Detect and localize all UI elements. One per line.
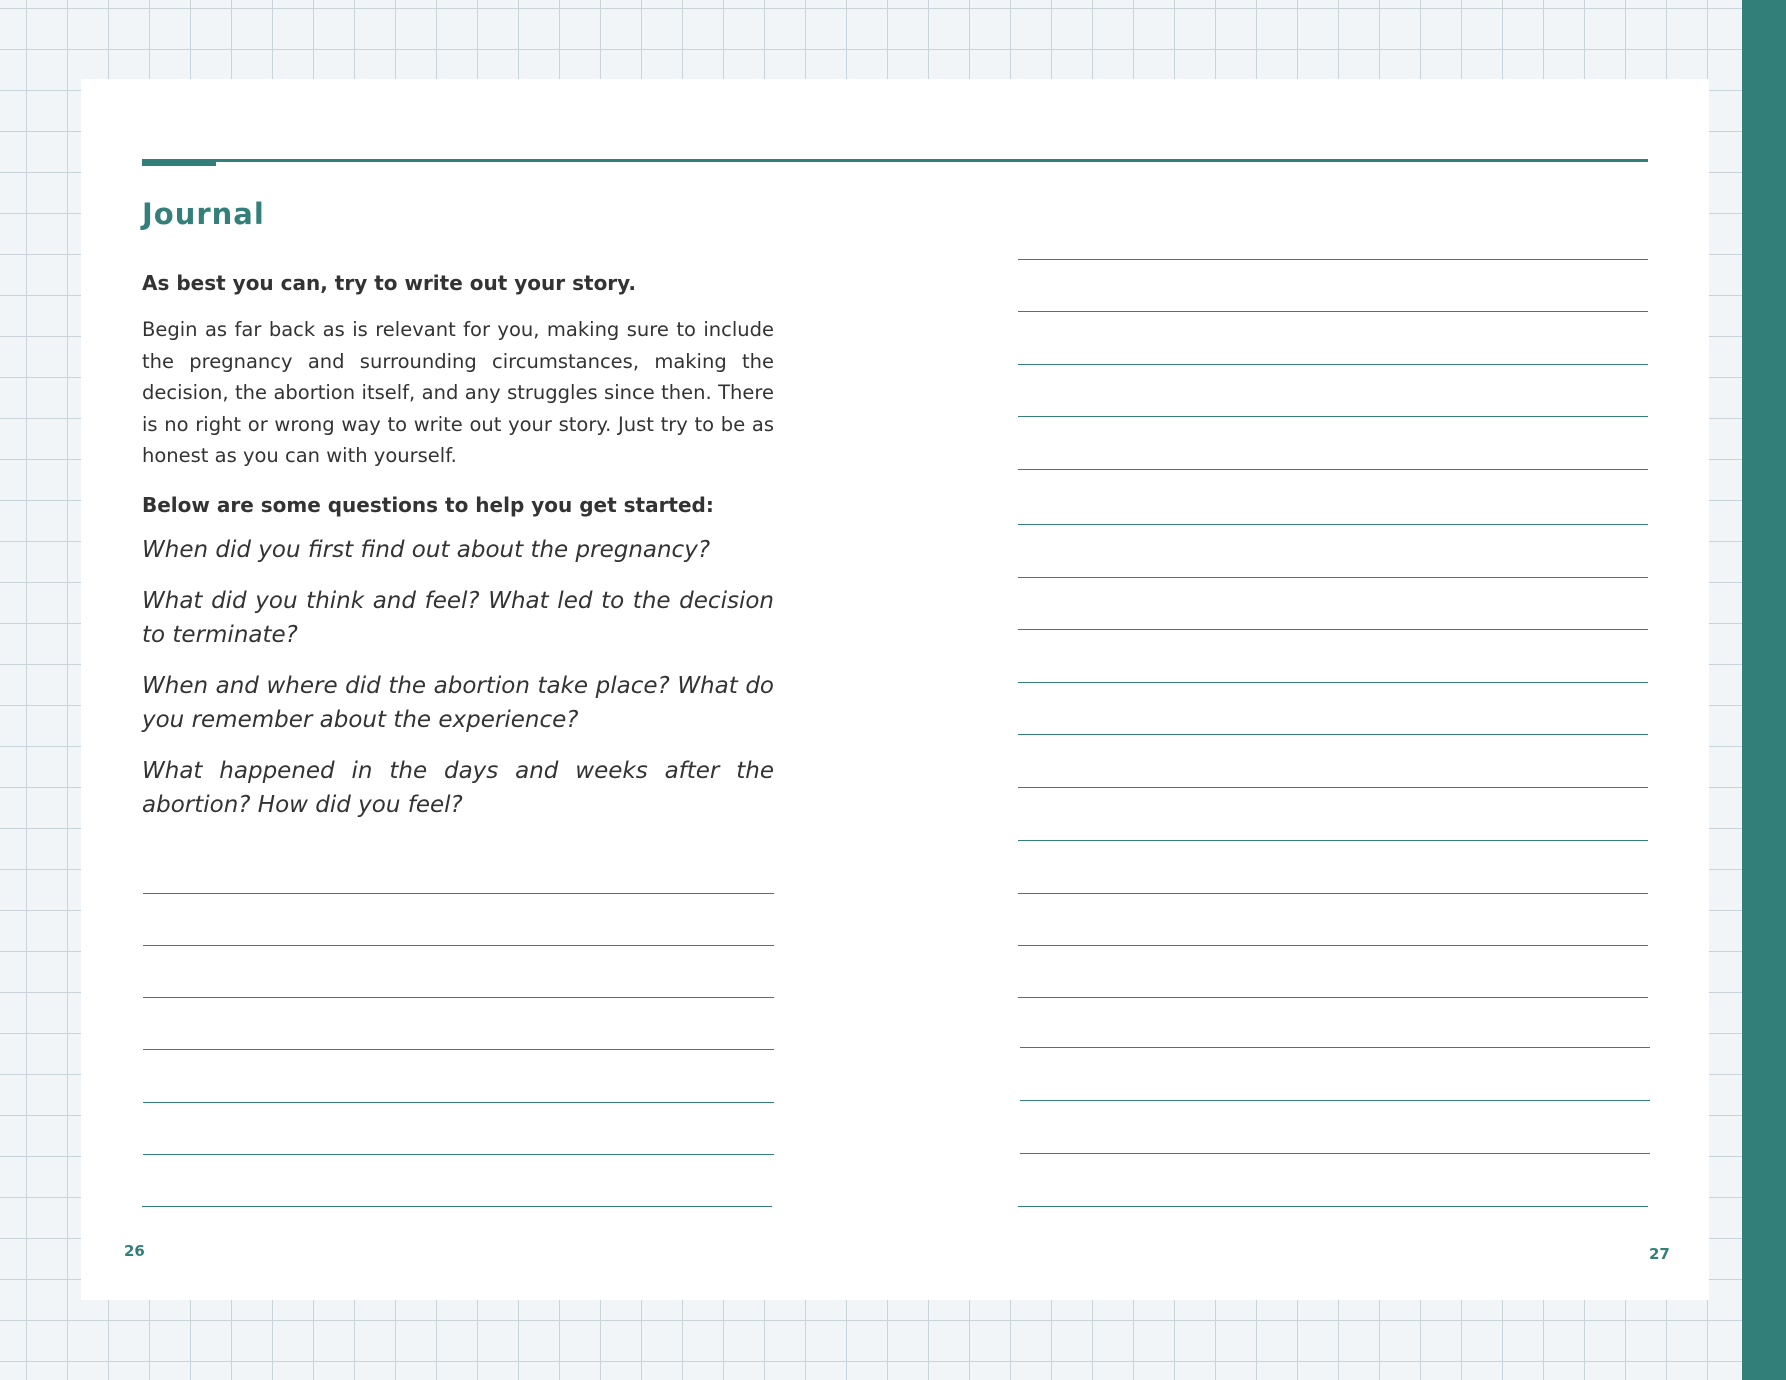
writing-line[interactable]	[143, 1154, 774, 1155]
writing-line[interactable]	[143, 997, 774, 998]
question-3: When and where did the abortion take place? What do you remember about the experience?	[142, 673, 774, 733]
lead-text: As best you can, try to write out your story.	[142, 271, 636, 295]
question-1: When did you first find out about the pregnancy?	[142, 536, 711, 563]
writing-line[interactable]	[143, 1102, 774, 1103]
writing-line[interactable]	[1018, 629, 1648, 630]
header-rule	[142, 159, 1648, 162]
writing-line[interactable]	[1020, 1047, 1650, 1048]
writing-line[interactable]	[1018, 416, 1648, 417]
writing-line[interactable]	[143, 1049, 774, 1050]
writing-line[interactable]	[1018, 997, 1648, 998]
writing-line[interactable]	[1018, 1206, 1648, 1207]
writing-line[interactable]	[1018, 311, 1648, 312]
page-number-right: 27	[1649, 1245, 1670, 1263]
writing-line[interactable]	[1018, 893, 1648, 894]
writing-line[interactable]	[143, 945, 774, 946]
writing-line[interactable]	[1018, 734, 1648, 735]
writing-line[interactable]	[1018, 682, 1648, 683]
writing-line[interactable]	[142, 1206, 772, 1207]
page-title: Journal	[142, 197, 265, 231]
writing-line[interactable]	[1020, 1100, 1650, 1101]
question-2: What did you think and feel? What led to the decision to terminate?	[142, 588, 774, 648]
writing-line[interactable]	[1018, 787, 1648, 788]
page-number-left: 26	[124, 1242, 145, 1260]
journal-spread	[81, 79, 1709, 1300]
writing-line[interactable]	[1018, 524, 1648, 525]
left-page-content	[142, 268, 774, 840]
questions-heading: Below are some questions to help you get started:	[142, 492, 714, 517]
writing-line[interactable]	[1020, 1153, 1650, 1154]
instructions-text: Begin as far back as is relevant for you, making sure to include the pregnancy and surrounding circumstances, making the decision, the abortion itself, and any struggles since then. There is no right or wrong way to write out your story. Just try to be as honest as you can with yourself.	[142, 318, 774, 467]
writing-line[interactable]	[1018, 840, 1648, 841]
question-4: What happened in the days and weeks after the abortion? How did you feel?	[142, 758, 774, 818]
writing-line[interactable]	[1018, 259, 1648, 260]
writing-line[interactable]	[1018, 469, 1648, 470]
writing-line[interactable]	[143, 893, 774, 894]
header-rule-accent	[142, 159, 216, 166]
writing-line[interactable]	[1018, 577, 1648, 578]
teal-edge-strip	[1742, 0, 1786, 1380]
writing-line[interactable]	[1018, 945, 1648, 946]
writing-line[interactable]	[1018, 364, 1648, 365]
